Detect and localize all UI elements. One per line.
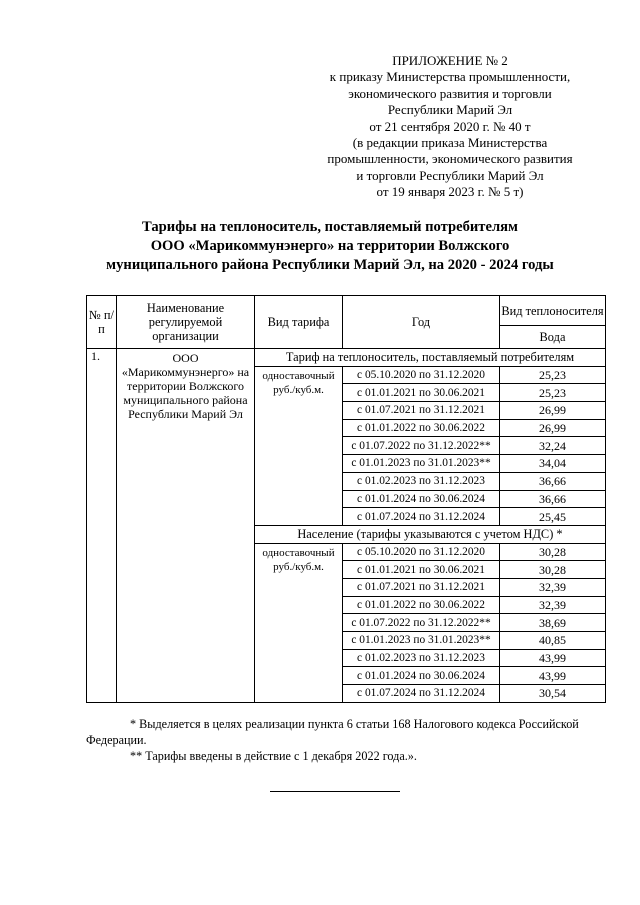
tariff-value-cell: 32,39 — [500, 596, 606, 614]
period-cell: с 01.01.2022 по 30.06.2022 — [343, 596, 500, 614]
period-cell: с 01.07.2021 по 31.12.2021 — [343, 578, 500, 596]
tariff-value-cell: 36,66 — [500, 490, 606, 508]
table-body — [87, 349, 606, 703]
period-cell: с 01.01.2024 по 30.06.2024 — [343, 490, 500, 508]
tariff-value-cell: 38,69 — [500, 614, 606, 632]
period-cell: с 01.01.2023 по 31.01.2023** — [343, 632, 500, 650]
period-cell: с 01.01.2022 по 30.06.2022 — [343, 419, 500, 437]
title-line: муниципального района Республики Марий Эл, на 2020 - 2024 годы — [106, 257, 554, 273]
tariff-value-cell: 36,66 — [500, 472, 606, 490]
period-cell: с 01.01.2024 по 30.06.2024 — [343, 667, 500, 685]
period-cell: с 01.07.2022 по 31.12.2022** — [343, 614, 500, 632]
period-cell: с 01.07.2022 по 31.12.2022** — [343, 437, 500, 455]
period-cell: с 01.07.2024 по 31.12.2024 — [343, 685, 500, 703]
section-title-row — [87, 349, 606, 367]
tariff-value-cell: 25,45 — [500, 508, 606, 526]
title-line: Тарифы на теплоноситель, поставляемый потребителям — [142, 219, 518, 235]
tariff-value-cell: 25,23 — [500, 384, 606, 402]
period-cell: с 01.07.2021 по 31.12.2021 — [343, 402, 500, 420]
section-title: Тариф на теплоноситель, поставляемый потребителям — [255, 349, 606, 367]
tariff-value-cell: 43,99 — [500, 667, 606, 685]
footnote-effective-date: ** Тарифы введены в действие с 1 декабря 2022 года.». — [130, 749, 417, 763]
period-cell: с 01.02.2023 по 31.12.2023 — [343, 649, 500, 667]
tariff-value-cell: 34,04 — [500, 455, 606, 473]
header-line: Республики Марий Эл — [387, 102, 513, 118]
tariff-type: одноставочный руб./куб.м. — [255, 543, 343, 702]
period-cell: с 01.07.2024 по 31.12.2024 — [343, 508, 500, 526]
footnotes — [86, 716, 606, 764]
period-cell: с 01.01.2021 по 30.06.2021 — [343, 384, 500, 402]
tariff-value-cell: 30,54 — [500, 685, 606, 703]
tariff-value-cell: 40,85 — [500, 632, 606, 650]
tariffs-table — [86, 295, 606, 703]
header-water: Вода — [500, 326, 606, 349]
tariff-value-cell: 32,24 — [500, 437, 606, 455]
header-line: и торговли Республики Марий Эл — [356, 167, 544, 183]
period-cell: с 05.10.2020 по 31.12.2020 — [343, 366, 500, 384]
header-line: (в редакции приказа Министерства — [352, 135, 548, 151]
period-cell: с 01.02.2023 по 31.12.2023 — [343, 472, 500, 490]
organization-name: ООО «Марикоммунэнерго» на территории Волжского муниципального района Республики Марий Эл — [117, 349, 255, 703]
period-cell: с 05.10.2020 по 31.12.2020 — [343, 543, 500, 561]
tariff-type: одноставочный руб./куб.м. — [255, 366, 343, 525]
row-number: 1. — [87, 349, 117, 703]
tariff-value-cell: 32,39 — [500, 578, 606, 596]
appendix-header — [300, 53, 600, 201]
header-line: ПРИЛОЖЕНИЕ № 2 — [392, 53, 508, 68]
header-type: Вид тарифа — [255, 296, 343, 349]
header-line: промышленности, экономического развития — [327, 151, 573, 167]
separator-line — [270, 791, 400, 792]
tariff-value-cell: 30,28 — [500, 543, 606, 561]
section-title: Население (тарифы указываются с учетом НДС) * — [255, 525, 606, 543]
tariff-value-cell: 26,99 — [500, 419, 606, 437]
tariff-value-cell: 25,23 — [500, 366, 606, 384]
footnote-vat: * Выделяется в целях реализации пункта 6 статьи 168 Налогового кодекса Российской Федерации. — [86, 717, 579, 747]
tariff-value-cell: 30,28 — [500, 561, 606, 579]
header-year: Год — [343, 296, 500, 349]
header-line: к приказу Министерства промышленности, — [329, 69, 571, 85]
header-org: Наименование регулируемой организации — [117, 296, 255, 349]
header-line: экономического развития и торговли — [348, 85, 552, 101]
document-title — [60, 218, 600, 275]
header-num: № п/п — [87, 296, 117, 349]
header-carrier: Вид теплоносителя — [500, 296, 606, 326]
header-line: от 21 сентября 2020 г. № 40 т — [369, 118, 531, 134]
tariff-value-cell: 26,99 — [500, 402, 606, 420]
period-cell: с 01.01.2023 по 31.01.2023** — [343, 455, 500, 473]
tariff-value-cell: 43,99 — [500, 649, 606, 667]
header-line: от 19 января 2023 г. № 5 т) — [376, 184, 524, 200]
period-cell: с 01.01.2021 по 30.06.2021 — [343, 561, 500, 579]
title-line: ООО «Марикоммунэнерго» на территории Волжского — [150, 238, 510, 254]
